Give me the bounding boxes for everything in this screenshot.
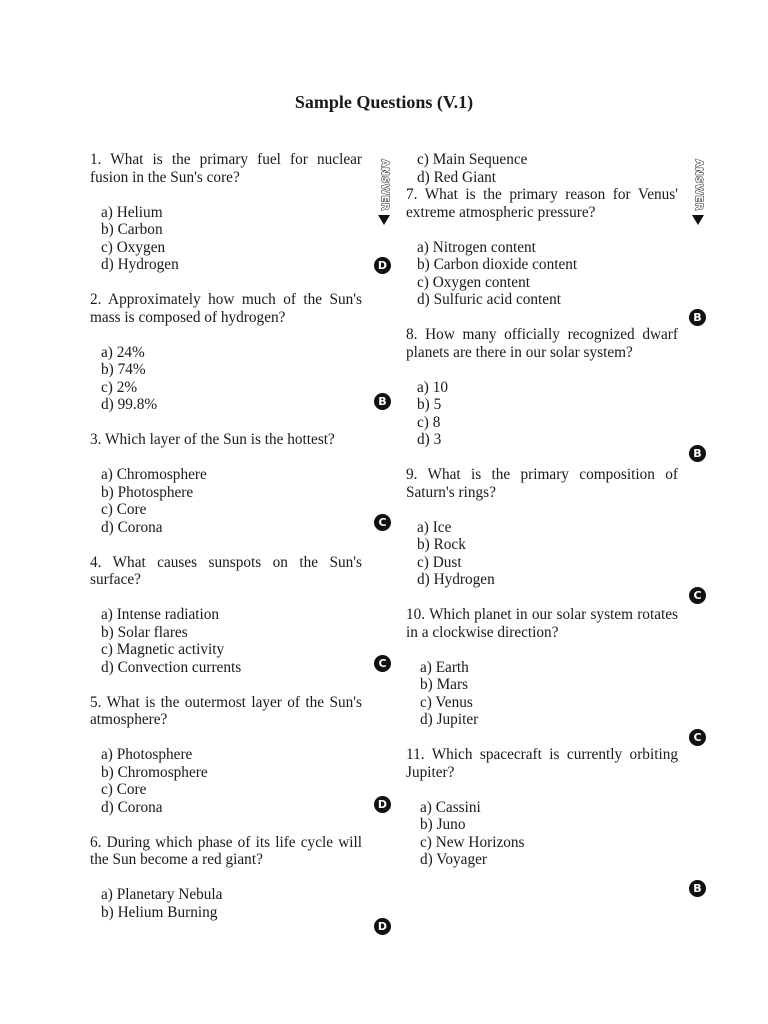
option: b) Solar flares — [101, 623, 188, 641]
option: d) Hydrogen — [417, 571, 495, 588]
option: d) 3 — [417, 431, 442, 448]
answer-tab-label: ANSWER — [693, 159, 704, 211]
answer-badge: C — [689, 729, 706, 746]
left-column — [90, 151, 362, 921]
option: c) Oxygen — [101, 238, 166, 256]
option: d) Jupiter — [420, 711, 479, 728]
option: d) Convection currents — [101, 658, 242, 676]
option: b) Mars — [420, 676, 469, 693]
options-list — [406, 659, 678, 729]
option: a) Planetary Nebula — [101, 886, 223, 903]
question-text: 1. What is the primary fuel for nuclear fusion in the Sun's core? — [90, 151, 362, 186]
question-text: 11. Which spacecraft is currently orbiting Jupiter? — [406, 746, 678, 781]
option: c) Main Sequence — [417, 151, 528, 168]
option: a) 10 — [417, 378, 449, 396]
option: c) 2% — [101, 378, 138, 396]
answer-badge: D — [374, 796, 391, 813]
options-list — [406, 379, 678, 449]
options-list-continued — [406, 151, 678, 186]
answer-tab — [376, 155, 392, 231]
options-list — [406, 519, 678, 589]
answer-badge: B — [689, 309, 706, 326]
option: c) Core — [101, 501, 147, 518]
option: b) 5 — [417, 396, 442, 413]
question-block — [406, 326, 678, 449]
option: c) New Horizons — [420, 833, 525, 851]
question-block — [406, 466, 678, 589]
option: b) Carbon dioxide content — [417, 256, 578, 273]
answer-badge: B — [689, 445, 706, 462]
question-block — [406, 746, 678, 869]
option: c) 8 — [417, 413, 441, 431]
option: b) 74% — [101, 361, 146, 378]
option: a) Earth — [420, 658, 469, 676]
options-list — [406, 799, 678, 869]
options-list — [90, 466, 362, 536]
option: b) Juno — [420, 816, 466, 833]
question-text: 7. What is the primary reason for Venus' extreme atmospheric pressure? — [406, 186, 678, 221]
question-text: 5. What is the outermost layer of the Sun's atmosphere? — [90, 693, 362, 728]
option: b) Carbon — [101, 221, 163, 238]
option: b) Photosphere — [101, 483, 194, 501]
question-text: 6. During which phase of its life cycle will the Sun become a red giant? — [90, 833, 362, 868]
question-block — [90, 694, 362, 817]
question-text: 8. How many officially recognized dwarf planets are there in our solar system? — [406, 326, 678, 361]
answer-badge: B — [689, 880, 706, 897]
option: c) Dust — [417, 553, 462, 571]
question-text: 4. What causes sunspots on the Sun's surface? — [90, 553, 362, 588]
option: b) Rock — [417, 536, 466, 553]
options-list — [90, 746, 362, 816]
options-list — [90, 606, 362, 676]
options-list — [90, 344, 362, 414]
option: d) Red Giant — [417, 168, 497, 186]
option: c) Magnetic activity — [101, 641, 225, 658]
page-title: Sample Questions (V.1) — [294, 92, 474, 112]
option: a) Helium — [101, 203, 163, 221]
option: d) 99.8% — [101, 396, 158, 413]
option: c) Core — [101, 781, 147, 798]
option: c) Venus — [420, 693, 473, 711]
option: d) Sulfuric acid content — [417, 291, 561, 308]
question-block — [90, 151, 362, 274]
question-text: 2. Approximately how much of the Sun's mass is composed of hydrogen? — [90, 291, 362, 326]
option: d) Voyager — [420, 851, 487, 868]
option: a) Intense radiation — [101, 606, 220, 623]
options-list — [90, 204, 362, 274]
question-text: 10. Which planet in our solar system rotates in a clockwise direction? — [406, 606, 678, 641]
answer-arrow-icon — [378, 215, 390, 225]
answer-badge: C — [374, 655, 391, 672]
answer-arrow-icon — [692, 215, 704, 225]
option: d) Corona — [101, 518, 163, 536]
option: a) Chromosphere — [101, 466, 207, 483]
answer-badge: C — [689, 587, 706, 604]
question-block — [90, 834, 362, 922]
option: a) Cassini — [420, 798, 481, 816]
answer-tab — [690, 155, 706, 231]
right-column — [406, 151, 678, 869]
question-text: 3. Which layer of the Sun is the hottest? — [90, 431, 335, 448]
options-list — [90, 886, 362, 921]
options-list — [406, 239, 678, 309]
answer-badge: C — [374, 514, 391, 531]
question-block — [90, 291, 362, 414]
option: b) Helium Burning — [101, 903, 218, 921]
option: a) 24% — [101, 343, 145, 361]
option: d) Corona — [101, 798, 163, 816]
answer-tab-label: ANSWER — [379, 159, 390, 211]
question-block — [90, 554, 362, 677]
option: d) Hydrogen — [101, 256, 179, 273]
option: a) Ice — [417, 518, 452, 536]
option: c) Oxygen content — [417, 273, 530, 291]
answer-badge: D — [374, 918, 391, 935]
option: b) Chromosphere — [101, 763, 208, 781]
question-block — [406, 606, 678, 729]
question-block — [90, 431, 362, 536]
answer-badge: B — [374, 393, 391, 410]
question-block — [406, 186, 678, 309]
question-text: 9. What is the primary composition of Saturn's rings? — [406, 466, 678, 501]
option: a) Photosphere — [101, 746, 193, 763]
answer-badge: D — [374, 257, 391, 274]
option: a) Nitrogen content — [417, 238, 536, 256]
